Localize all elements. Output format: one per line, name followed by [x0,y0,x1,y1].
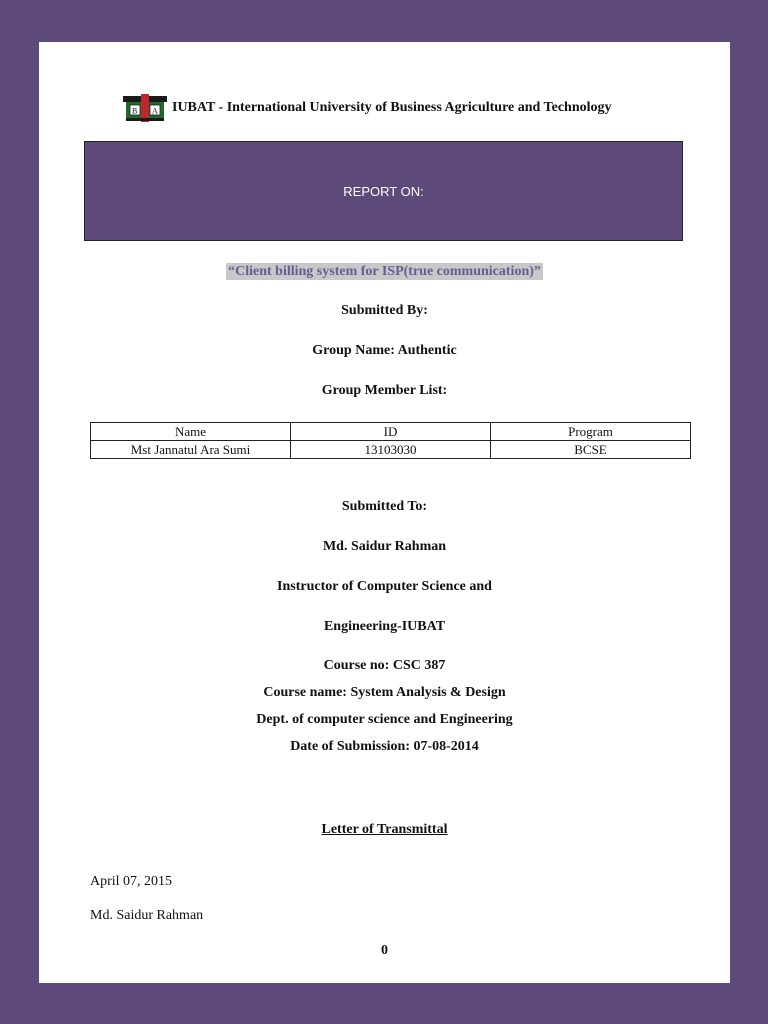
svg-text:B: B [132,106,138,116]
group-member-list-label: Group Member List: [321,383,448,398]
column-header-name: Name [91,423,291,441]
group-member-table [90,422,691,459]
column-header-program: Program [491,423,691,441]
svg-text:A: A [152,106,158,116]
table-header-row [91,423,691,441]
date-of-submission: Date of Submission: 07-08-2014 [290,739,479,754]
letter-of-transmittal-title: Letter of Transmittal [321,822,448,837]
letter-recipient: Md. Saidur Rahman [90,908,204,923]
member-name-cell: Mst Jannatul Ara Sumi [91,441,291,459]
column-header-id: ID [291,423,491,441]
member-id-cell: 13103030 [291,441,491,459]
project-title: “Client billing system for ISP(true communication)” [228,264,541,279]
page-number: 0 [381,943,388,958]
table-row [91,441,691,459]
course-name: Course name: System Analysis & Design [263,685,506,700]
group-name: Group Name: Authentic [312,343,457,358]
department: Dept. of computer science and Engineering [256,712,513,727]
letter-heading [39,822,730,838]
instructor-title-line1: Instructor of Computer Science and [277,579,492,594]
university-title: IUBAT - International University of Business Agriculture and Technology [172,100,612,115]
submitted-to-label: Submitted To: [341,499,428,514]
report-on-label: REPORT ON: [343,183,424,199]
instructor-name: Md. Saidur Rahman [322,539,447,554]
letter-date: April 07, 2015 [90,874,173,889]
project-title-line [39,264,730,280]
instructor-title-line2: Engineering-IUBAT [323,619,446,634]
university-header [122,93,682,123]
member-program-cell: BCSE [491,441,691,459]
report-banner [84,141,683,241]
course-number: Course no: CSC 387 [323,658,446,673]
submitted-by-label: Submitted By: [341,303,428,318]
iubat-logo-icon [122,93,168,123]
document-page [39,42,730,983]
